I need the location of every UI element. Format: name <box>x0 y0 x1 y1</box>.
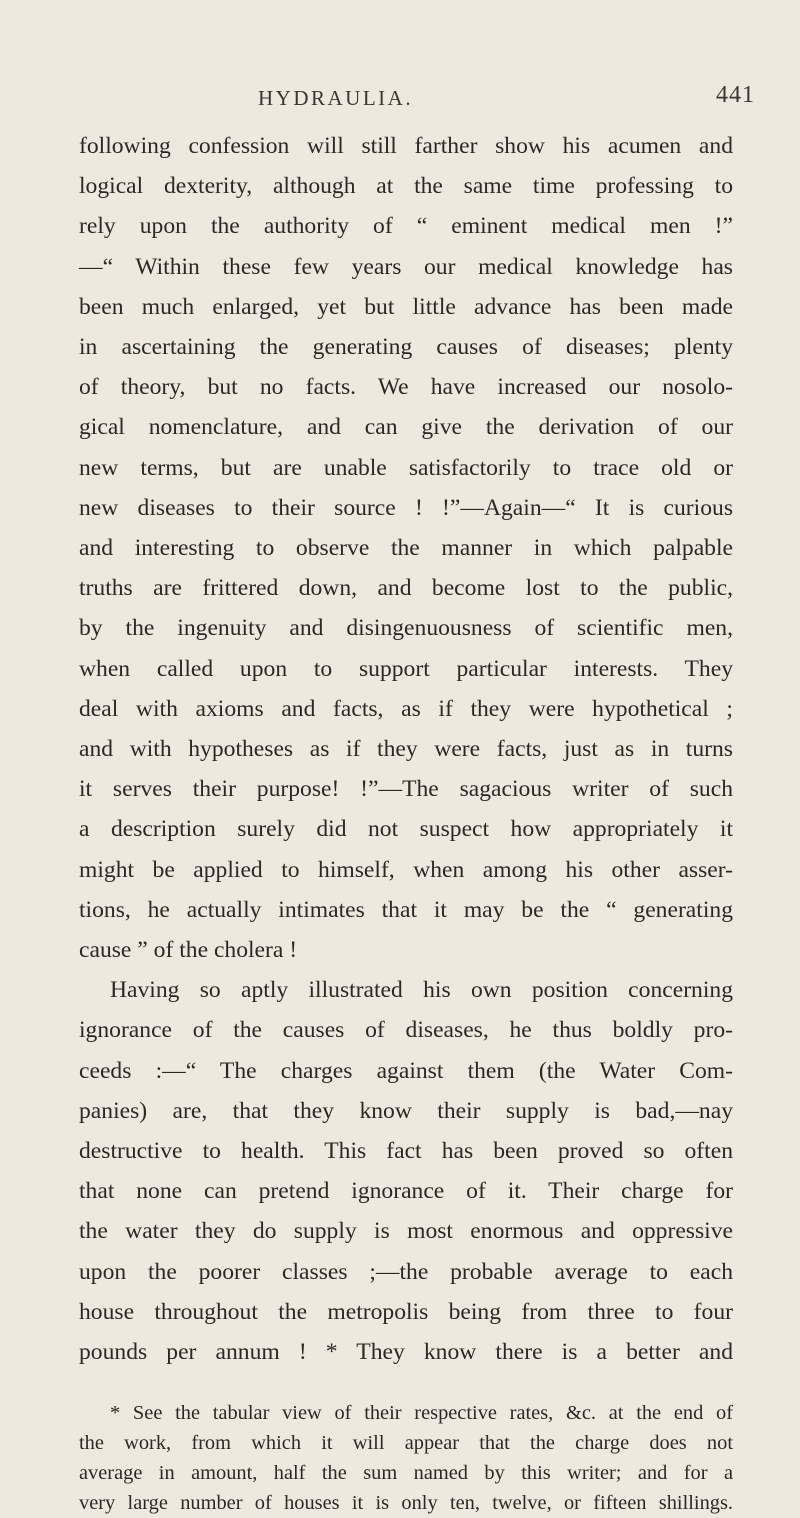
text-line: might be applied to himself, when among his other asser- <box>79 856 733 883</box>
text-line: panies) are, that they know their supply is bad,—nay <box>79 1097 733 1124</box>
text-line: destructive to health. This fact has been proved so often <box>79 1138 733 1164</box>
text-line: and with hypotheses as if they were facts, just as in turns <box>79 736 733 762</box>
text-line: by the ingenuity and disingenuousness of scientific men, <box>79 615 733 642</box>
text-line: deal with axioms and facts, as if they were hypothetical ; <box>79 695 733 722</box>
text-line: in ascertaining the generating causes of diseases; plenty <box>79 334 733 360</box>
text-line: new diseases to their source ! !”—Again—“ It is curious <box>79 494 733 521</box>
text-line: cause ” of the cholera ! <box>79 937 298 963</box>
text-line: upon the poorer classes ;—the probable average to each <box>79 1258 733 1285</box>
text-line: gical nomenclature, and can give the derivation of our <box>79 414 733 441</box>
text-line: tions, he actually intimates that it may be the “ generating <box>79 896 733 923</box>
text-line: ceeds :—“ The charges against them (the Water Com- <box>79 1057 733 1084</box>
text-line: a description surely did not suspect how appropriately it <box>79 816 733 843</box>
running-head <box>0 80 800 120</box>
text-line: of theory, but no facts. We have increased our nosolo- <box>79 374 733 401</box>
text-line: and interesting to observe the manner in which palpable <box>79 535 733 561</box>
page-number: 441 <box>716 82 755 108</box>
text-line: following confession will still farther show his acumen and <box>79 133 733 159</box>
text-line: ignorance of the causes of diseases, he thus boldly pro- <box>79 1017 733 1044</box>
text-line: when called upon to support particular interests. They <box>79 655 733 682</box>
text-line: it serves their purpose! !”—The sagacious writer of such <box>79 776 733 803</box>
text-line: new terms, but are unable satisfactorily to trace old or <box>79 454 733 481</box>
text-line: the water they do supply is most enormous and oppressive <box>79 1218 733 1245</box>
text-line: —“ Within these few years our medical knowledge has <box>79 253 733 280</box>
footnote-line: the work, from which it will appear that the charge does not <box>79 1432 733 1455</box>
text-line: truths are frittered down, and become lost to the public, <box>79 575 733 602</box>
text-line: Having so aptly illustrated his own position concerning <box>110 977 733 1004</box>
footnote-line: average in amount, half the sum named by this writer; and for a <box>79 1462 733 1485</box>
text-line: been much enlarged, yet but little advance has been made <box>79 293 733 320</box>
text-line: rely upon the authority of “ eminent medical men !” <box>79 213 733 240</box>
running-title: HYDRAULIA. <box>258 86 414 110</box>
footnote-line: very large number of houses it is only ten, twelve, or fifteen shillings. <box>79 1492 733 1515</box>
text-line: logical dexterity, although at the same time professing to <box>79 173 733 200</box>
text-line: that none can pretend ignorance of it. Their charge for <box>79 1178 733 1205</box>
text-line: house throughout the metropolis being from three to four <box>79 1298 733 1325</box>
footnote-line: * See the tabular view of their respective rates, &c. at the end of <box>110 1402 733 1425</box>
text-line: pounds per annum ! * They know there is a better and <box>79 1339 733 1365</box>
